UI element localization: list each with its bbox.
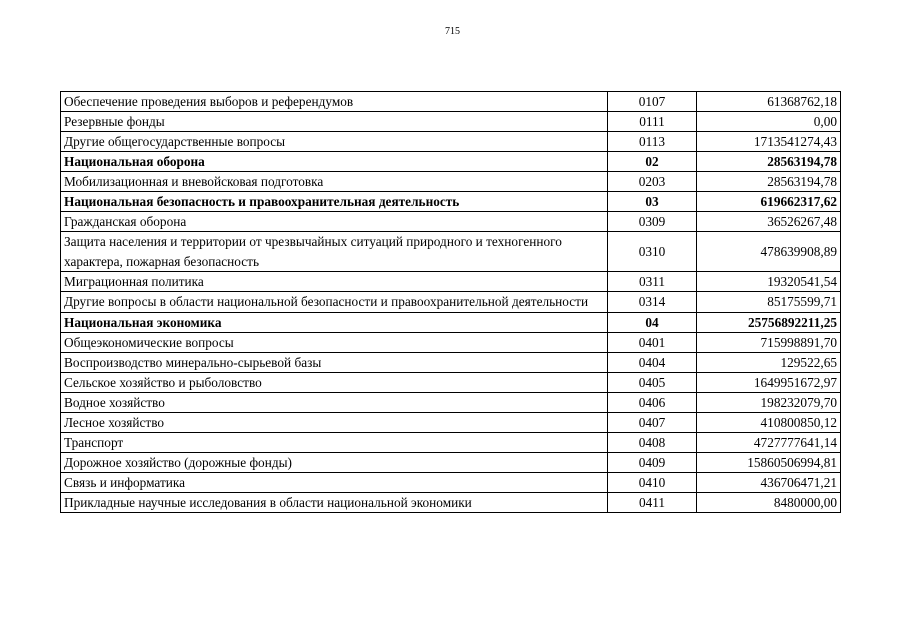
row-amount-cell: 198232079,70 (697, 392, 841, 412)
row-code-cell: 0406 (608, 392, 697, 412)
row-code-cell: 0401 (608, 332, 697, 352)
table-row (61, 352, 841, 372)
row-code-cell: 04 (608, 312, 697, 332)
row-amount-cell: 8480000,00 (697, 492, 841, 512)
table-row (61, 332, 841, 352)
table-row (61, 272, 841, 292)
row-name-cell: Мобилизационная и вневойсковая подготовка (61, 172, 608, 192)
row-name-cell: Транспорт (61, 432, 608, 452)
row-code-cell: 0407 (608, 412, 697, 432)
row-name-cell: Гражданская оборона (61, 212, 608, 232)
row-name-cell: Сельское хозяйство и рыболовство (61, 372, 608, 392)
row-code-cell: 0409 (608, 452, 697, 472)
table-row (61, 492, 841, 512)
row-amount-cell: 619662317,62 (697, 192, 841, 212)
row-name-cell: Общеэкономические вопросы (61, 332, 608, 352)
row-name-cell: Прикладные научные исследования в области национальной экономики (61, 492, 608, 512)
table-row (61, 212, 841, 232)
table-row (61, 392, 841, 412)
budget-table (60, 91, 841, 513)
row-amount-cell: 1649951672,97 (697, 372, 841, 392)
row-name-cell: Другие общегосударственные вопросы (61, 132, 608, 152)
row-name-cell: Защита населения и территории от чрезвычайных ситуаций природного и техногенного характера, пожарная безопасность (61, 232, 608, 272)
row-amount-cell: 4727777641,14 (697, 432, 841, 452)
row-amount-cell: 436706471,21 (697, 472, 841, 492)
row-name-cell: Национальная экономика (61, 312, 608, 332)
row-amount-cell: 25756892211,25 (697, 312, 841, 332)
row-amount-cell: 28563194,78 (697, 152, 841, 172)
page-number: 715 (445, 26, 460, 37)
row-name-cell: Резервные фонды (61, 112, 608, 132)
row-code-cell: 0405 (608, 372, 697, 392)
row-name-cell: Другие вопросы в области национальной безопасности и правоохранительной деятельности (61, 292, 608, 313)
table-row (61, 432, 841, 452)
row-amount-cell: 0,00 (697, 112, 841, 132)
row-name-cell: Лесное хозяйство (61, 412, 608, 432)
budget-table-body (61, 92, 841, 513)
row-code-cell: 0311 (608, 272, 697, 292)
table-row (61, 412, 841, 432)
table-row (61, 452, 841, 472)
row-amount-cell: 478639908,89 (697, 232, 841, 272)
row-code-cell: 0203 (608, 172, 697, 192)
row-amount-cell: 85175599,71 (697, 292, 841, 313)
table-row (61, 192, 841, 212)
table-row (61, 292, 841, 313)
row-name-cell: Национальная оборона (61, 152, 608, 172)
table-row (61, 232, 841, 272)
table-row (61, 92, 841, 112)
row-amount-cell: 61368762,18 (697, 92, 841, 112)
table-row (61, 472, 841, 492)
row-code-cell: 0404 (608, 352, 697, 372)
row-amount-cell: 28563194,78 (697, 172, 841, 192)
table-row (61, 172, 841, 192)
row-code-cell: 0314 (608, 292, 697, 313)
row-code-cell: 0309 (608, 212, 697, 232)
row-amount-cell: 129522,65 (697, 352, 841, 372)
row-name-cell: Связь и информатика (61, 472, 608, 492)
table-row (61, 312, 841, 332)
table-row (61, 112, 841, 132)
row-name-cell: Национальная безопасность и правоохранительная деятельность (61, 192, 608, 212)
row-code-cell: 0107 (608, 92, 697, 112)
row-amount-cell: 19320541,54 (697, 272, 841, 292)
row-code-cell: 0411 (608, 492, 697, 512)
row-name-cell: Обеспечение проведения выборов и референдумов (61, 92, 608, 112)
row-code-cell: 0410 (608, 472, 697, 492)
row-amount-cell: 36526267,48 (697, 212, 841, 232)
row-name-cell: Водное хозяйство (61, 392, 608, 412)
table-row (61, 132, 841, 152)
row-amount-cell: 15860506994,81 (697, 452, 841, 472)
row-name-cell: Дорожное хозяйство (дорожные фонды) (61, 452, 608, 472)
row-name-cell: Воспроизводство минерально-сырьевой базы (61, 352, 608, 372)
row-name-cell: Миграционная политика (61, 272, 608, 292)
row-code-cell: 0113 (608, 132, 697, 152)
row-code-cell: 0111 (608, 112, 697, 132)
row-amount-cell: 1713541274,43 (697, 132, 841, 152)
row-amount-cell: 715998891,70 (697, 332, 841, 352)
row-code-cell: 0408 (608, 432, 697, 452)
table-row (61, 152, 841, 172)
row-amount-cell: 410800850,12 (697, 412, 841, 432)
row-code-cell: 03 (608, 192, 697, 212)
row-code-cell: 0310 (608, 232, 697, 272)
row-code-cell: 02 (608, 152, 697, 172)
table-row (61, 372, 841, 392)
